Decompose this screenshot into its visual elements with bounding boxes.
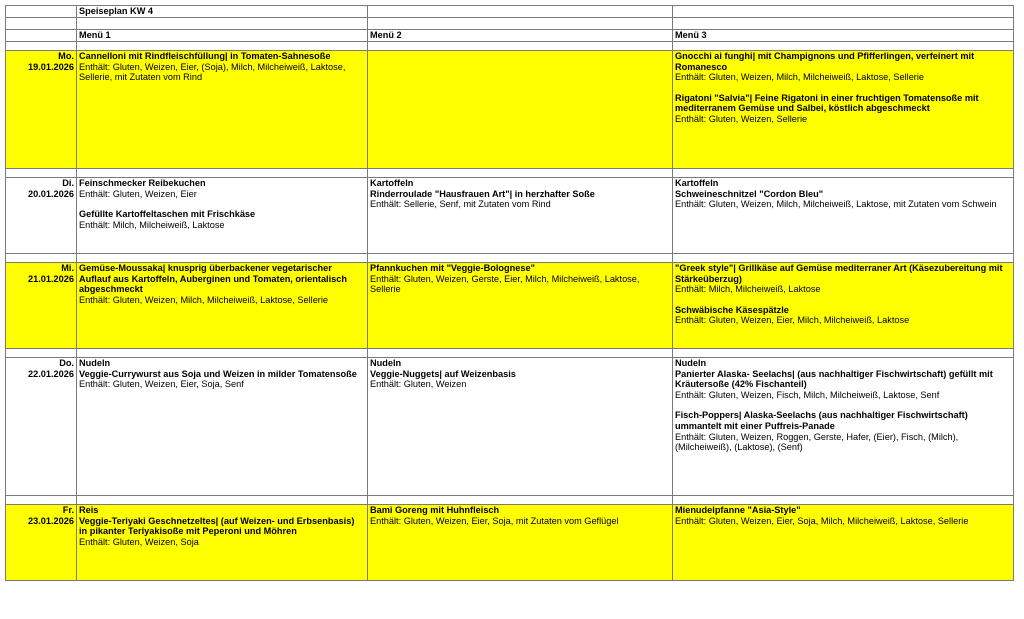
spacer-row [6,496,1014,505]
allergen-info: Enthält: Gluten, Weizen, Milch, Milcheiweiß, Laktose, Sellerie [79,294,329,305]
day-row [6,263,1014,349]
menu-1-cell [77,358,368,496]
page-title: Speiseplan KW 4 [77,6,368,18]
dish-name: Gemüse-Moussaka| knusprig überbackener vegetarischer Auflauf aus Kartoffeln, Auberginen und Tomaten, orientalisch abgeschmeckt [79,263,347,295]
dish-name: Veggie-Currywurst aus Soja und Weizen in milder Tomatensoße [79,368,357,379]
menu-entry [79,369,365,390]
day-cell [6,505,77,581]
side-dish-label: Reis [79,505,99,515]
menu-1-cell [77,51,368,169]
dish-name: Schweineschnitzel "Cordon Bleu" [675,188,824,199]
menu-entry [79,263,365,305]
menu-entry [370,263,670,295]
day-row [6,178,1014,254]
dish-name: Pfannkuchen mit "Veggie-Bolognese" [370,263,535,273]
menu-3-cell [673,51,1014,169]
weekday-label: Mi. [61,263,74,273]
menu-2-cell [368,505,673,581]
weekday-label: Fr. [62,505,74,515]
allergen-info: Enthält: Gluten, Weizen, Eier, Soja, mit Zutaten vom Geflügel [370,515,619,526]
dish-name: Feinschmecker Reibekuchen [79,178,206,188]
weekday-label: Do. [59,358,74,368]
menu-entry [675,189,1011,210]
menu-entry [675,93,1011,125]
allergen-info: Enthält: Gluten, Weizen, Eier, Soja, Senf [79,379,244,390]
menu-entry [675,51,1011,83]
menu-3-cell [673,263,1014,349]
day-row [6,51,1014,169]
menu-3-cell [673,178,1014,254]
dish-name: Gefüllte Kartoffeltaschen mit Frischkäse [79,209,256,220]
column-header-menu-2: Menü 2 [368,30,673,42]
column-header-menu-3: Menü 3 [673,30,1014,42]
allergen-info: Enthält: Gluten, Weizen, Sellerie [675,113,808,124]
day-cell [6,51,77,169]
dish-name: "Greek style"| Grillkäse auf Gemüse mediterraner Art (Käsezubereitung mit Stärkeüberzug) [675,263,1003,284]
allergen-info: Enthält: Gluten, Weizen, Milch, Milcheiweiß, Laktose, mit Zutaten vom Schwein [675,199,997,210]
dish-name: Gnocchi ai funghi| mit Champignons und Pfifferlingen, verfeinert mit Romanesco [675,51,975,72]
dish-name: Fisch-Poppers| Alaska-Seelachs (aus nachhaltiger Fischwirtschaft) ummantelt mit einer Puffreis-Panade [675,410,968,431]
allergen-info: Enthält: Gluten, Weizen, Eier, (Soja), Milch, Milcheiweiß, Laktose, Sellerie, mit Zutaten vom Rind [79,61,346,83]
menu-entry [675,505,1011,526]
allergen-info: Enthält: Gluten, Weizen, Gerste, Eier, Milch, Milcheiweiß, Laktose, Sellerie [370,273,640,295]
allergen-info: Enthält: Gluten, Weizen, Soja [79,536,199,547]
date-label: 19.01.2026 [28,61,74,72]
menu-sheet [5,5,1013,610]
side-dish-label: Nudeln [370,358,402,368]
menu-entry [675,410,1011,452]
day-row [6,358,1014,496]
dish-name: Mienudelpfanne "Asia-Style" [675,505,801,515]
menu-entry [675,369,1011,401]
dish-name: Bami Goreng mit Huhnfleisch [370,505,500,515]
menu-entry [370,505,670,526]
menu-2-cell [368,358,673,496]
dish-name: Rinderroulade "Hausfrauen Art"| in herzhafter Soße [370,188,595,199]
menu-entry [79,178,365,199]
allergen-info: Enthält: Gluten, Weizen, Eier [79,188,197,199]
dish-name: Cannelloni mit Rindfleischfüllung| in Tomaten-Sahnesoße [79,51,331,61]
day-cell [6,358,77,496]
allergen-info: Enthält: Gluten, Weizen, Fisch, Milch, Milcheiweiß, Laktose, Senf [675,389,940,400]
menu-entry [79,51,365,83]
date-label: 21.01.2026 [28,273,74,284]
allergen-info: Enthält: Gluten, Weizen, Roggen, Gerste, Hafer, (Eier), Fisch, (Milch), (Milcheiweiß), (Laktose), (Senf) [675,431,959,453]
side-dish-label: Kartoffeln [370,178,414,188]
spacer-row [6,254,1014,263]
menu-1-cell [77,178,368,254]
dish-name: Schwäbische Käsespätzle [675,304,789,315]
date-label: 23.01.2026 [28,515,74,526]
menu-1-cell [77,263,368,349]
allergen-info: Enthält: Milch, Milcheiweiß, Laktose [79,219,225,230]
dish-name: Panierter Alaska- Seelachs| (aus nachhaltiger Fischwirtschaft) gefüllt mit Kräutersoße (42% Fischanteil) [675,368,993,390]
menu-entry [370,369,670,390]
menu-2-cell [368,263,673,349]
menu-3-cell [673,505,1014,581]
menu-entry [370,189,670,210]
menu-1-cell [77,505,368,581]
side-dish-label: Nudeln [79,358,111,368]
menu-2-cell [368,178,673,254]
side-dish-label: Nudeln [675,358,707,368]
dish-name: Rigatoni "Salvia"| Feine Rigatoni in einer fruchtigen Tomatensoße mit mediterranem Gemüse und Salbei, köstlich abgeschmeckt [675,92,979,114]
allergen-info: Enthält: Gluten, Weizen, Milch, Milcheiweiß, Laktose, Sellerie [675,72,925,83]
dish-name: Veggie-Nuggets| auf Weizenbasis [370,368,516,379]
menu-entry [675,263,1011,295]
weekday-label: Di. [62,178,74,188]
date-label: 20.01.2026 [28,188,74,199]
day-row [6,505,1014,581]
weekday-label: Mo. [58,51,74,61]
allergen-info: Enthält: Milch, Milcheiweiß, Laktose [675,284,821,295]
menu-2-cell [368,51,673,169]
dish-name: Veggie-Teriyaki Geschnetzeltes| (auf Weizen- und Erbsenbasis) in pikanter Teriyakisoße mit Peperoni und Möhren [79,515,355,537]
allergen-info: Enthält: Gluten, Weizen [370,379,467,390]
menu-entry [79,516,365,548]
day-cell [6,263,77,349]
date-label: 22.01.2026 [28,368,74,379]
allergen-info: Enthält: Gluten, Weizen, Eier, Milch, Milcheiweiß, Laktose [675,315,910,326]
corner-cell [6,6,77,18]
menu-entry [675,305,1011,326]
allergen-info: Enthält: Sellerie, Senf, mit Zutaten vom Rind [370,199,551,210]
spacer-row [6,169,1014,178]
menu-entry [79,209,365,230]
menu-table [5,5,1014,581]
allergen-info: Enthält: Gluten, Weizen, Eier, Soja, Milch, Milcheiweiß, Laktose, Sellerie [675,515,969,526]
side-dish-label: Kartoffeln [675,178,719,188]
spacer-row [6,349,1014,358]
day-cell [6,178,77,254]
spacer-row [6,42,1014,51]
column-header-menu-1: Menü 1 [77,30,368,42]
menu-3-cell [673,358,1014,496]
